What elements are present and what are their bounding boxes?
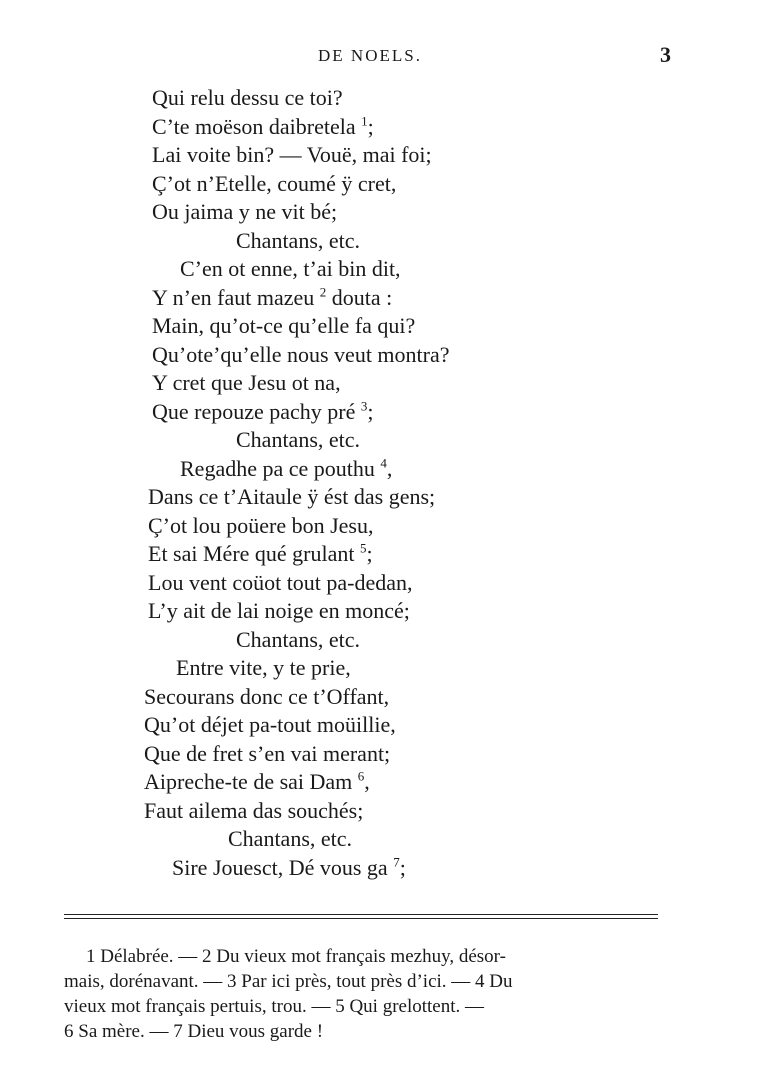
verse-line [144, 740, 390, 768]
verse-text: Qu’ot déjet pa-tout moüillie, [144, 712, 396, 737]
verse-line [152, 341, 450, 369]
footnote-marker: 6 [357, 768, 365, 784]
footnote-marker: 1 [361, 113, 368, 129]
footnote-marker: 3 [360, 398, 368, 414]
verse-line [152, 113, 374, 141]
verse-line [236, 426, 360, 454]
verse-text: Ç’ot n’Etelle, coumé ÿ cret, [152, 170, 397, 196]
verse-line [144, 683, 389, 711]
verse-text: Chantans, etc. [236, 227, 361, 253]
footnote-marker: 5 [360, 540, 367, 556]
verse-punctuation: , [364, 769, 370, 794]
footnote-line: 6 Sa mère. — 7 Dieu vous garde ! [64, 1021, 324, 1042]
verse-line [236, 626, 360, 654]
running-title: DE NOELS. [318, 46, 422, 65]
verse-text: Dans ce t’Aitaule ÿ ést das gens; [148, 484, 436, 509]
verse-line [148, 569, 413, 597]
verse-text: Qui relu dessu ce toi? [152, 85, 343, 110]
footnotes [64, 944, 664, 1044]
verse-text: Chantans, etc. [236, 427, 361, 452]
footnote-marker: 4 [380, 455, 387, 471]
verse-line [176, 654, 351, 682]
footnote-marker: 7 [393, 854, 400, 870]
verse-line [152, 141, 432, 169]
verse-line [148, 512, 373, 540]
verse-punctuation: ; [367, 398, 374, 424]
verse-text: Chantans, etc. [236, 626, 361, 652]
verse-text: L’y ait de lai noige en moncé; [148, 598, 410, 623]
verse-text: Main, qu’ot-ce qu’elle fa qui? [152, 313, 416, 338]
verse-text: Lai voite bin? — Vouë, mai foi; [152, 142, 432, 167]
verse-text: Entre vite, y te prie, [176, 655, 351, 680]
verse-line [152, 198, 337, 226]
verse-line [144, 711, 396, 739]
verse-line [148, 540, 373, 568]
verse-text: Que de fret s’en vai merant; [144, 740, 391, 766]
footnote-rule-top [64, 914, 658, 915]
verse-text: Y n’en faut mazeu [152, 284, 320, 310]
verse-line [152, 170, 396, 198]
verse-text: Regadhe pa ce pouthu [180, 455, 381, 481]
verse-line [144, 768, 370, 796]
verse-punctuation: ; [399, 854, 406, 880]
verse-text: Lou vent coüot tout pa-dedan, [148, 569, 413, 595]
verse-line [172, 854, 406, 882]
verse-punctuation: ; [367, 113, 374, 139]
verse-text: Secourans donc ce t’Offant, [144, 683, 390, 709]
verse-line [152, 369, 341, 397]
verse-text: Faut ailema das souchés; [144, 797, 364, 823]
verse-line [236, 227, 360, 255]
verse-text: Chantans, etc. [228, 826, 353, 851]
verse-text: Ou jaima y ne vit bé; [152, 199, 338, 224]
footnote-line: vieux mot français pertuis, trou. — 5 Qui grelottent. — [64, 996, 485, 1017]
verse-line [152, 284, 392, 312]
verse-line [148, 597, 410, 625]
verse-line [148, 483, 435, 511]
page-header [0, 42, 768, 74]
footnote-line: mais, dorénavant. — 3 Par ici près, tout près d’ici. — 4 Du [64, 971, 513, 992]
verse-text: Y cret que Jesu ot na, [152, 370, 341, 395]
verse-punctuation: , [386, 455, 393, 481]
verse-line [180, 455, 392, 483]
verse-line [152, 312, 415, 340]
verse-line [228, 825, 352, 853]
verse-text: Que repouze pachy pré [152, 398, 361, 424]
verse-text: Qu’ote’qu’elle nous veut montra? [152, 341, 450, 367]
footnote-rule-bottom [64, 918, 658, 919]
footnote-marker: 2 [319, 284, 327, 300]
verse-line [144, 797, 363, 825]
verse-punctuation: douta : [326, 284, 393, 310]
verse-punctuation: ; [366, 541, 373, 566]
verse-text: Sire Jouesct, Dé vous ga [172, 854, 394, 880]
verse-line [180, 255, 401, 283]
verse-text: C’en ot enne, t’ai bin dit, [180, 256, 401, 281]
verse-text: C’te moëson daibretela [152, 113, 362, 139]
verse-line [152, 84, 343, 112]
page-number: 3 [660, 42, 671, 67]
verse-text: Ç’ot lou poüere bon Jesu, [148, 512, 374, 538]
verse-line [152, 398, 374, 426]
verse-text: Aipreche-te de sai Dam [144, 769, 358, 794]
footnote-line: 1 Délabrée. — 2 Du vieux mot français mezhuy, désor- [86, 946, 506, 967]
verse-text: Et sai Mére qué grulant [148, 541, 360, 566]
